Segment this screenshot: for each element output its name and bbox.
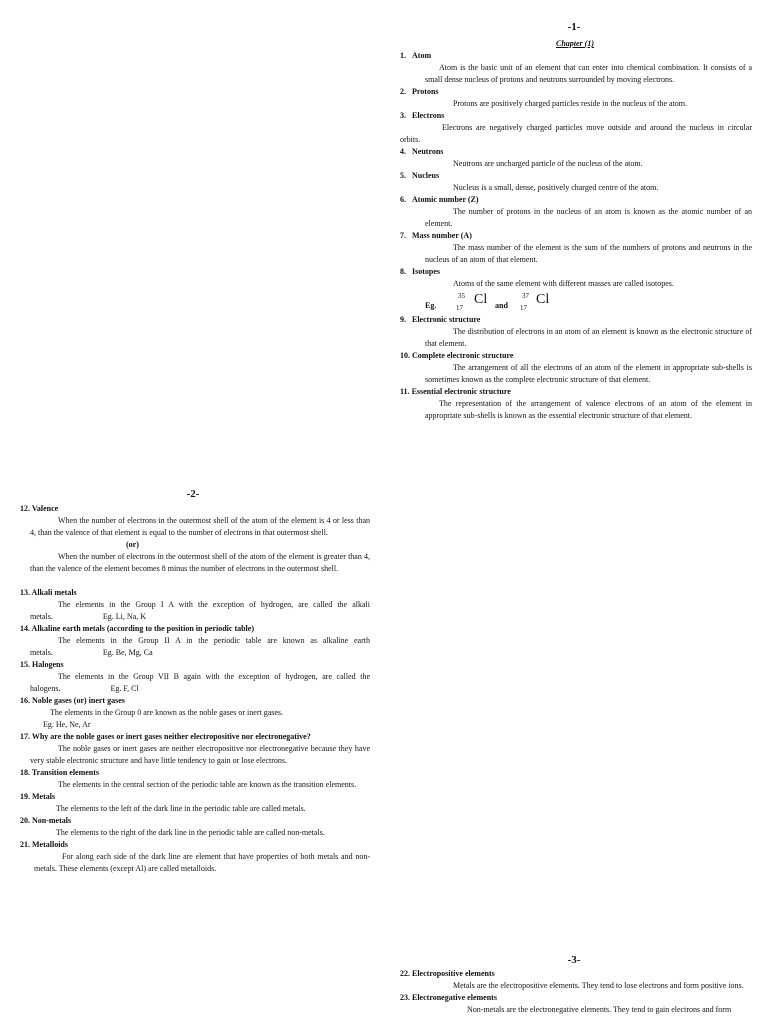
definition-text: When the number of electrons in the outermost shell of the atom of the element is 4 or less than 4, than the valence of that element is equal to the number of electrons in that outermost shell. [30, 516, 370, 537]
definition-body: The elements in the Group I A with the exception of hydrogen, are called the alkali metals. [30, 600, 370, 621]
item-number: 7. [400, 231, 406, 240]
term-label: Atom [412, 51, 432, 60]
chapter-heading: Chapter (1) [556, 39, 594, 48]
element-symbol: Cl [474, 292, 488, 307]
term-label: 17. Why are the noble gases or inert gases neither electropositive nor electronegative? [20, 732, 311, 741]
definition-text: The arrangement of all the electrons of an atom of the element in appropriate sub-shells is sometimes known as the complete electronic structure of that element. [425, 363, 752, 384]
definition-item [400, 110, 752, 146]
definition-item [20, 731, 370, 767]
definition-text [20, 671, 370, 695]
term-label: 16. Noble gases (or) inert gases [20, 696, 125, 705]
definition-item [20, 659, 370, 695]
atomic-number: 17 [456, 304, 463, 312]
term-label: Isotopes [412, 267, 441, 276]
page1-content [400, 50, 752, 422]
example-text: Eg. Li, Na, K [102, 612, 146, 621]
definition-item [20, 839, 370, 875]
term-label: 19. Metals [20, 792, 56, 801]
definition-text [20, 599, 370, 623]
term-label: Atomic number (Z) [412, 195, 479, 204]
definition-text: The elements in the Group 0 are known as the noble gases or inert gases. [50, 708, 284, 717]
definition-text: The number of protons in the nucleus of an atom is known as the atomic number of an element. [425, 207, 752, 228]
definition-text: When the number of electrons in the outermost shell of the atom of the element is greater than 4, than the valence of the element becomes 8 minus the number of electrons in the outermost shell. [30, 552, 370, 573]
example-label: Eg. [425, 301, 437, 310]
definition-text: The representation of the arrangement of valence electrons of an atom of the element in appropriate sub-shells is known as the essential electronic structure of that element. [425, 399, 752, 420]
term-label: Nucleus [412, 171, 440, 180]
term-label: Neutrons [412, 147, 444, 156]
definition-text: The elements to the left of the dark line in the periodic table are called metals. [56, 804, 306, 813]
term-label: Complete electronic structure [412, 351, 514, 360]
definition-text: Atom is the basic unit of an element that can enter into chemical combination. It consists of a small dense nucleus of protons and neutrons surrounded by moving electrons. [425, 63, 752, 84]
definition-text: The noble gases or inert gases are neither electropositive nor electronegative because they have very stable electronic structure and have little tendency to gain or lose electrons. [30, 744, 370, 765]
definition-text: Neutrons are uncharged particle of the nucleus of the atom. [453, 159, 643, 168]
spacer [20, 575, 370, 587]
and-connector: and [495, 301, 508, 310]
definition-text: The mass number of the element is the sum of the numbers of protons and neutrons in the nucleus of an atom of that element. [425, 243, 752, 264]
term-label: Electronic structure [412, 315, 481, 324]
item-number: 6. [400, 195, 406, 204]
example-text: Eg. Be, Mg, Ca [102, 648, 153, 657]
definition-text: Nucleus is a small, dense, positively charged centre of the atom. [453, 183, 659, 192]
definition-body: The elements in the Group II A in the periodic table are known as alkaline earth metals. [30, 636, 370, 657]
item-number: 5. [400, 171, 406, 180]
definition-item [20, 791, 370, 815]
term-label: Electrons [412, 111, 445, 120]
term-label: 15. Halogens [20, 660, 64, 669]
item-number: 9. [400, 315, 406, 324]
term-label: Mass number (A) [412, 231, 472, 240]
page-number-1: -1- [567, 21, 581, 33]
atomic-number: 17 [520, 304, 527, 312]
definition-text: Protons are positively charged particles reside in the nucleus of the atom. [453, 99, 688, 108]
isotope-example [400, 290, 752, 314]
definition-item [400, 266, 752, 290]
definition-item [20, 587, 370, 623]
term-label: 12. Valence [20, 504, 59, 513]
item-number: 11. [400, 387, 410, 396]
mass-number: 37 [522, 292, 529, 300]
definition-item [20, 695, 370, 731]
definition-text: For along each side of the dark line are element that have properties of both metals and non-metals. These elements (except Al) are called metalloids. [34, 852, 370, 873]
item-number: 3. [400, 111, 406, 120]
definition-item [400, 170, 752, 194]
term-label: 23. Electronegative elements [400, 993, 497, 1002]
page-number-2: -2- [186, 488, 200, 500]
definition-text [20, 635, 370, 659]
definition-item [400, 992, 752, 1016]
definition-item [20, 767, 370, 791]
term-label: Essential electronic structure [411, 387, 511, 396]
item-number: 1. [400, 51, 406, 60]
term-label: 20. Non-metals [20, 816, 72, 825]
definition-text: The elements to the right of the dark line in the periodic table are called non-metals. [56, 828, 325, 837]
definition-text: Electrons are negatively charged particles move outside and around the nucleus in circular orbits. [400, 123, 752, 144]
definition-text: Metals are the electropositive elements. They tend to lose electrons and form positive ions. [453, 981, 744, 990]
definition-item [20, 815, 370, 839]
page2-content [20, 503, 370, 875]
example-text: Eg. He, Ne, Ar [43, 720, 91, 729]
definition-text: Atoms of the same element with different masses are called isotopes. [453, 279, 674, 288]
definition-item [400, 194, 752, 230]
definition-text: The elements in the central section of the periodic table are known as the transition elements. [58, 780, 357, 789]
item-number: 2. [400, 87, 406, 96]
definition-item [400, 50, 752, 86]
definition-item [400, 230, 752, 266]
item-number: 8. [400, 267, 406, 276]
item-number: 4. [400, 147, 406, 156]
definition-text: The distribution of electrons in an atom of an element is known as the electronic structure of that element. [425, 327, 752, 348]
definition-item [400, 968, 752, 992]
or-separator: (or) [126, 540, 139, 549]
mass-number: 35 [458, 292, 465, 300]
definition-item [20, 623, 370, 659]
term-label: 21. Metalloids [20, 840, 68, 849]
term-label: 18. Transition elements [20, 768, 100, 777]
example-text: Eg. F, Cl [110, 684, 139, 693]
definition-item [400, 386, 752, 422]
term-label: 22. Electropositive elements [400, 969, 495, 978]
term-label: Protons [412, 87, 439, 96]
definition-item [400, 314, 752, 350]
page3-content [400, 968, 752, 1016]
definition-item [400, 350, 752, 386]
term-label: 13. Alkali metals [20, 588, 77, 597]
item-number: 10. [400, 351, 410, 360]
page-number-3: -3- [567, 954, 581, 966]
definition-item [400, 86, 752, 110]
definition-item [400, 146, 752, 170]
term-label: 14. Alkaline earth metals (according to the position in periodic table) [20, 624, 254, 633]
definition-text: Non-metals are the electronegative elements. They tend to gain electrons and form [467, 1005, 732, 1014]
element-symbol: Cl [536, 292, 550, 307]
definition-body: The elements in the Group VII B again with the exception of hydrogen, are called the halogens. [30, 672, 370, 693]
